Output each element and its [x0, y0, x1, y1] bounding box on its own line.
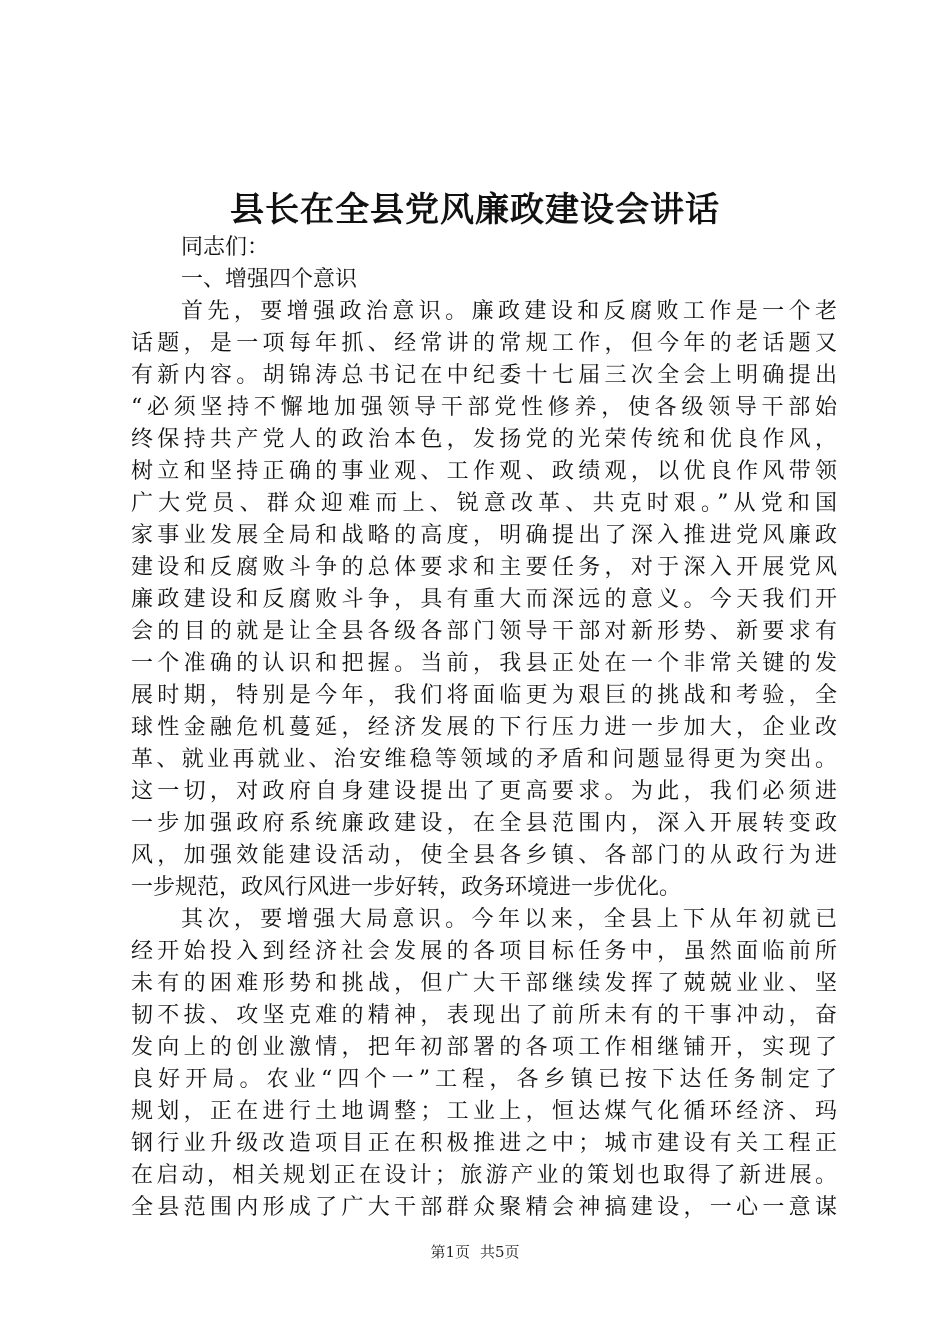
paragraph-line: 一个准确的认识和把握。当前，我县正处在一个非常关键的发: [131, 651, 837, 676]
paragraph-line: 首先，要增强政治意识。廉政建设和反腐败工作是一个老: [181, 299, 837, 324]
paragraph-line: 其次，要增强大局意识。今年以来，全县上下从年初就已: [181, 907, 837, 932]
page-footer: [0, 1240, 950, 1264]
salutation: 同志们：: [181, 235, 270, 260]
paragraph-line: 树立和坚持正确的事业观、工作观、政绩观，以优良作风带领: [131, 459, 837, 484]
paragraph-line: 展时期，特别是今年，我们将面临更为艰巨的挑战和考验，全: [131, 683, 837, 708]
document-body: [131, 232, 837, 1224]
paragraph-line: 发向上的创业激情，把年初部署的各项工作相继铺开，实现了: [131, 1035, 837, 1060]
paragraph-line: 规划，正在进行土地调整；工业上，恒达煤气化循环经济、玛: [131, 1099, 837, 1124]
paragraph-line: 一步加强政府系统廉政建设，在全县范围内，深入开展转变政: [131, 811, 837, 836]
paragraph-line: 球性金融危机蔓延，经济发展的下行压力进一步加大，企业改: [131, 715, 837, 740]
paragraph-line: 钢行业升级改造项目正在积极推进之中；城市建设有关工程正: [131, 1131, 837, 1156]
section-heading: 一、增强四个意识: [181, 267, 358, 292]
paragraph-line: 韧不拔、攻坚克难的精神，表现出了前所未有的干事冲动，奋: [131, 1003, 837, 1028]
paragraph-line: “必须坚持不懈地加强领导干部党性修养，使各级领导干部始: [131, 395, 837, 420]
paragraph-line: 在启动，相关规划正在设计；旅游产业的策划也取得了新进展。: [131, 1163, 837, 1188]
paragraph-line: 良好开局。农业“四个一”工程，各乡镇已按下达任务制定了: [131, 1067, 837, 1092]
paragraph-1: [131, 296, 837, 904]
paragraph-line: 一步规范，政风行风进一步好转，政务环境进一步优化。: [131, 875, 682, 900]
paragraph-line: 全县范围内形成了广大干部群众聚精会神搞建设，一心一意谋: [131, 1195, 837, 1220]
paragraph-line: 家事业发展全局和战略的高度，明确提出了深入推进党风廉政: [131, 523, 837, 548]
paragraph-line: 会的目的就是让全县各级各部门领导干部对新形势、新要求有: [131, 619, 837, 644]
paragraph-line: 有新内容。胡锦涛总书记在中纪委十七届三次全会上明确提出: [131, 363, 837, 388]
paragraph-line: 廉政建设和反腐败斗争，具有重大而深远的意义。今天我们开: [131, 587, 837, 612]
paragraph-line: 建设和反腐败斗争的总体要求和主要任务，对于深入开展党风: [131, 555, 837, 580]
paragraph-line: 未有的困难形势和挑战，但广大干部继续发挥了兢兢业业、坚: [131, 971, 837, 996]
page-total: 共5页: [480, 1243, 520, 1261]
document-title: 县长在全县党风廉政建设会讲话: [230, 190, 720, 230]
paragraph-line: 终保持共产党人的政治本色，发扬党的光荣传统和优良作风，: [131, 427, 837, 452]
paragraph-line: 话题，是一项每年抓、经常讲的常规工作，但今年的老话题又: [131, 331, 837, 356]
paragraph-line: 这一切，对政府自身建设提出了更高要求。为此，我们必须进: [131, 779, 837, 804]
paragraph-line: 风，加强效能建设活动，使全县各乡镇、各部门的从政行为进: [131, 843, 837, 868]
paragraph-line: 广大党员、群众迎难而上、锐意改革、共克时艰。”从党和国: [131, 491, 837, 516]
paragraph-line: 经开始投入到经济社会发展的各项目标任务中，虽然面临前所: [131, 939, 837, 964]
paragraph-line: 革、就业再就业、治安维稳等领域的矛盾和问题显得更为突出。: [131, 747, 837, 772]
page-number: 第1页: [430, 1243, 470, 1261]
paragraph-2: [131, 904, 837, 1224]
